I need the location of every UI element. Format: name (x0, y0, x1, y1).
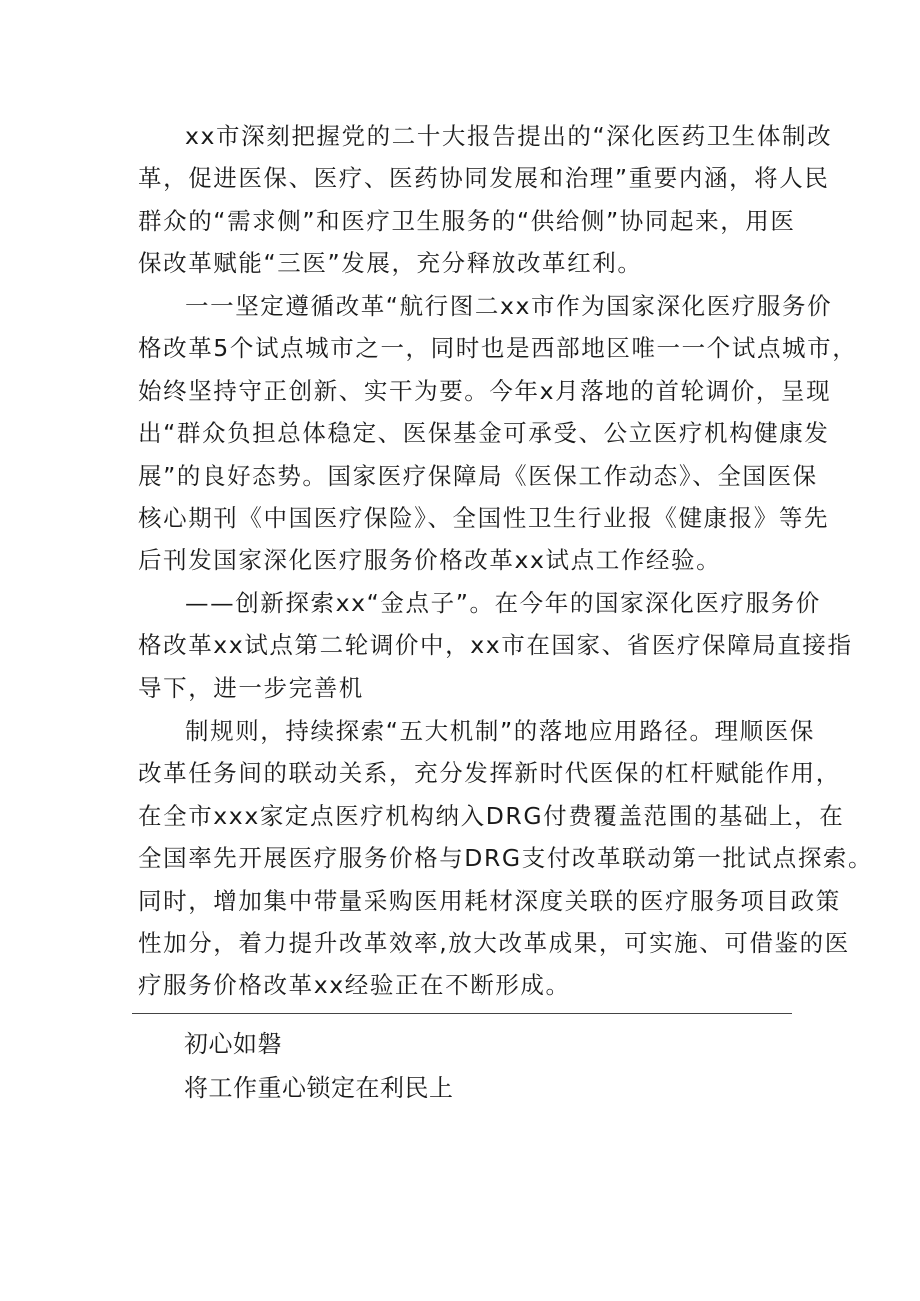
paragraph-1 (138, 115, 833, 285)
paragraph-line: 始终坚持守正创新、实干为要。今年x月落地的首轮调价，呈现 (138, 376, 832, 405)
paragraph-line: 疗服务价格改革xx经验正在不断形成。 (138, 971, 571, 1000)
section-title: 初心如磐 (184, 1030, 282, 1058)
section-subtitle: 将工作重心锁定在利民上 (184, 1074, 454, 1102)
paragraph-line: 全国率先开展医疗服务价格与DRG支付改革联动第一批试点探索。 (138, 844, 874, 873)
paragraph-line: 一一坚定遵循改革“航行图二xx市作为国家深化医疗服务价 (185, 292, 833, 320)
paragraph-line: 改革任务间的联动关系，充分发挥新时代医保的杠杆赋能作用， (138, 759, 841, 788)
paragraph-line: 同时，增加集中带量采购医用耗材深度关联的医疗服务项目政策 (138, 886, 841, 915)
paragraph-line: 保改革赋能“三医”发展，充分释放改革红利。 (138, 249, 643, 278)
paragraph-line: 出“群众负担总体稳定、医保基金可承受、公立医疗机构健康发 (138, 419, 830, 448)
paragraph-line: 在全市xxx家定点医疗机构纳入DRG付费覆盖范围的基础上，在 (138, 801, 845, 830)
paragraph-line: 格改革xx试点第二轮调价中，xx市在国家、省医疗保障局直接指 (138, 631, 853, 660)
paragraph-line: 革，促进医保、医疗、医药协同发展和治理”重要内涵，将人民 (138, 164, 830, 193)
paragraph-line: 后刊发国家深化医疗服务价格改革xx试点工作经验。 (138, 546, 722, 575)
paragraph-line: 格改革5个试点城市之一，同时也是西部地区唯一一个试点城市， (138, 334, 858, 363)
paragraph-line: 群众的“需求侧”和医疗卫生服务的“供给侧”协同起来，用医 (138, 206, 796, 235)
paragraph-line: 展”的良好态势。国家医疗保障局《医保工作动态》、全国医保 (138, 461, 818, 490)
paragraph-line: 制规则，持续探索“五大机制”的落地应用路径。理顺医保 (185, 717, 815, 745)
section-divider (132, 1013, 792, 1014)
paragraph-line: xx市深刻把握党的二十大报告提出的“深化医药卫生体制改 (185, 122, 833, 150)
paragraph-2 (138, 285, 858, 582)
paragraph-line: 导下，进一步完善机 (138, 673, 364, 702)
paragraph-line: 核心期刊《中国医疗保险》、全国性卫生行业报《健康报》等先 (138, 504, 830, 533)
paragraph-3 (138, 582, 853, 709)
paragraph-line: ——创新探索xx“金点子”。在今年的国家深化医疗服务价 (185, 589, 821, 617)
paragraph-4 (138, 710, 874, 1007)
paragraph-line: 性加分，着力提升改革效率,放大改革成果，可实施、可借鉴的医 (138, 929, 850, 958)
